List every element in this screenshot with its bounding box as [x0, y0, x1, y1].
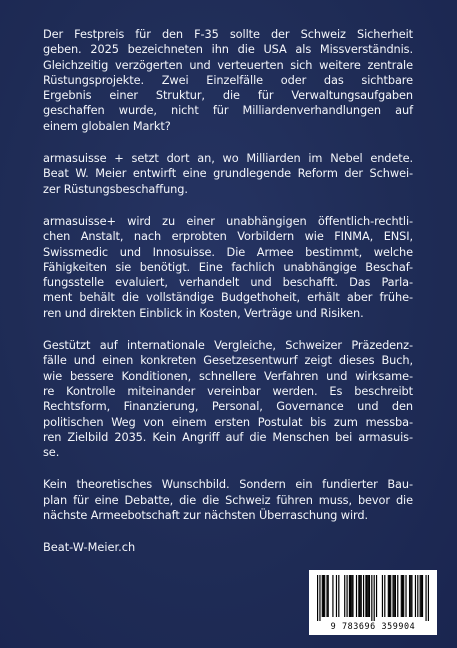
barcode-bar	[365, 575, 366, 617]
barcode-bar	[417, 575, 418, 617]
text-line: nächste Armeebotschaft zur nächsten Überraschung wird.	[43, 508, 368, 523]
text-line: geben. 2025 bezeichneten ihn die USA als Missverständnis.	[43, 42, 413, 57]
barcode-bar	[389, 575, 390, 617]
text-line: zer Rüstungsbeschaffung.	[43, 181, 188, 196]
text-line: chen Anstalt, nach erprobten Vorbildern wie FINMA, ENSI,	[43, 229, 413, 244]
barcode-bar	[338, 575, 339, 617]
text-line: einem globalen Markt?	[43, 118, 171, 133]
barcode-bar	[394, 575, 395, 617]
text-line: fungsstelle evaluiert, verhandelt und beschafft. Das Parla-	[43, 275, 413, 290]
text-line: Swissmedic und Innosuisse. Die Armee bestimmt, welche	[43, 244, 413, 259]
barcode-bar	[369, 575, 370, 617]
blurb-paragraph	[43, 214, 413, 321]
text-line: Ergebnis einer Struktur, die für Verwaltungsaufgaben	[43, 88, 413, 103]
text-line: armasuisse+ wird zu einer unabhängigen öffentlich-rechtli-	[43, 213, 413, 228]
barcode-bar	[346, 575, 347, 617]
blurb-paragraph	[43, 151, 413, 197]
text-line: Gleichzeitig verzögerten und verteuerten sich weitere zentrale	[43, 57, 413, 72]
isbn-digits: 9 783696 359904	[330, 621, 416, 631]
text-line: ren Zielbild 2035. Kein Angriff auf die Menschen bei armasuis-	[43, 429, 413, 444]
text-line: ren und direkten Einblick in Kosten, Verträge und Risiken.	[43, 305, 364, 320]
barcode-bar	[350, 575, 351, 617]
text-line: Beat W. Meier entwirft eine grundlegende Reform der Schwei-	[43, 166, 413, 181]
barcode-bar	[384, 575, 385, 617]
barcode-bar	[352, 575, 353, 617]
barcode-bar	[319, 575, 320, 621]
text-line: Der Festpreis für den F-35 sollte der Schweiz Sicherheit	[43, 27, 413, 41]
barcode-bar	[428, 575, 429, 621]
text-line: fälle und einen konkreten Gesetzesentwurf zeigt dieses Buch,	[43, 353, 413, 368]
barcode-bar	[351, 575, 352, 617]
barcode-bar	[415, 575, 416, 617]
barcode-bar	[392, 575, 393, 617]
barcode-bar	[358, 575, 359, 617]
text-line: Rechtsform, Finanzierung, Personal, Governance und den	[43, 399, 413, 414]
barcode-bar	[403, 575, 404, 617]
text-line: wie bessere Konditionen, schnellere Verfahren und wirksame-	[43, 368, 413, 383]
barcode-bar	[371, 575, 372, 621]
barcode-bar	[422, 575, 423, 617]
barcode-bar	[367, 575, 368, 617]
blurb-paragraph	[43, 338, 413, 460]
blurb-paragraph	[43, 477, 413, 523]
blurb-paragraphs	[43, 27, 413, 523]
barcode-bar	[382, 575, 383, 617]
text-line: plan für eine Debatte, die die Schweiz führen muss, bevor die	[43, 492, 413, 507]
text-line: re Kontrolle miteinander vereinbar werden. Es beschreibt	[43, 383, 413, 398]
barcode-bar	[388, 575, 389, 617]
text-line: armasuisse + setzt dort an, wo Milliarden im Nebel endete.	[43, 151, 413, 166]
text-line: politischen Weg von einem ersten Postulat bis zum messba-	[43, 414, 413, 429]
text-line: Kein theoretisches Wunschbild. Sondern ein fundierter Bau-	[43, 477, 413, 492]
barcode-bar	[349, 575, 350, 617]
barcode-bar	[336, 575, 337, 617]
barcode-bar	[421, 575, 422, 617]
barcode-bar	[405, 575, 406, 617]
barcode-bar	[420, 575, 421, 617]
blurb-paragraph	[43, 27, 413, 134]
text-line: Fähigkeiten sie benötigt. Eine fachlich unabhängige Beschaf-	[43, 259, 413, 274]
author-website: Beat-W-Meier.ch	[43, 540, 136, 555]
barcode-bar	[328, 575, 329, 617]
barcode-bar	[323, 575, 324, 617]
barcode-bar	[324, 575, 325, 617]
barcode-bar	[376, 575, 377, 617]
barcode-bar	[395, 575, 396, 617]
barcode-bars	[317, 575, 429, 621]
text-line: Gestützt auf internationale Vergleiche, Schweizer Präzedenz-	[43, 338, 413, 353]
barcode-bar	[374, 575, 375, 621]
text-line: se.	[43, 445, 60, 460]
isbn-barcode	[309, 570, 437, 635]
barcode-bar	[356, 575, 357, 617]
barcode-bar	[410, 575, 411, 617]
barcode-bar	[359, 575, 360, 617]
barcode-bar	[397, 575, 398, 617]
barcode-bar	[425, 575, 426, 621]
barcode-bar	[368, 575, 369, 617]
barcode-bar	[402, 575, 403, 617]
barcode-bar	[344, 575, 345, 617]
text-line: ment behält die vollständige Budgethoheit, erhält aber frühe-	[43, 290, 413, 305]
barcode-bar	[332, 575, 333, 617]
barcode-bar	[409, 575, 410, 617]
text-line: geschaffen wurde, nicht für Milliardenverhandlungen auf	[43, 103, 413, 118]
blurb-text	[43, 27, 413, 556]
barcode-bar	[390, 575, 391, 617]
barcode-bar	[322, 575, 323, 617]
barcode-bar	[363, 575, 364, 617]
barcode-bar	[411, 575, 412, 617]
text-line: Rüstungsprojekte. Zwei Einzelfälle oder das sichtbare	[43, 72, 413, 87]
barcode-bar	[361, 575, 362, 617]
barcode-bar	[401, 575, 402, 617]
barcode-bar	[317, 575, 318, 621]
barcode-bar	[326, 575, 327, 617]
